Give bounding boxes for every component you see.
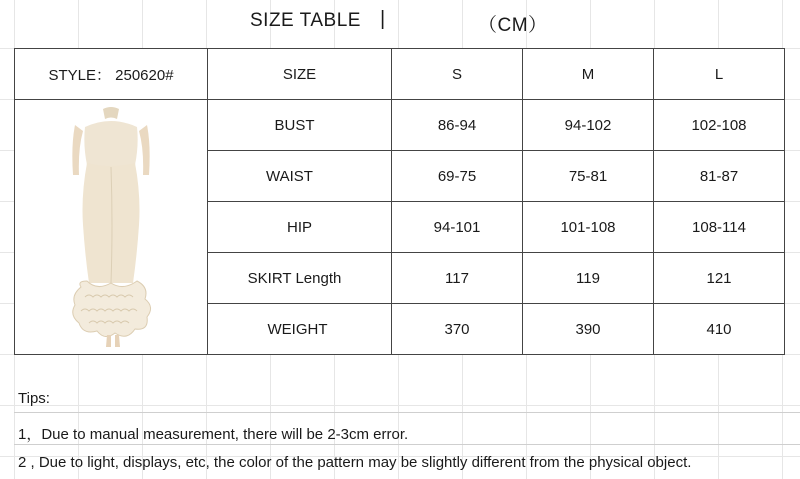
title-unit: （CM） bbox=[478, 15, 548, 36]
divider bbox=[14, 412, 800, 413]
table-cell: 81-87 bbox=[654, 151, 785, 202]
table-cell: 108-114 bbox=[654, 202, 785, 253]
tips-heading: Tips: bbox=[18, 390, 50, 407]
table-cell: 121 bbox=[654, 253, 785, 304]
row-label-bust: BUST bbox=[208, 100, 392, 151]
product-photo bbox=[15, 100, 208, 355]
table-cell: 86-94 bbox=[392, 100, 523, 151]
size-table bbox=[14, 48, 785, 355]
row-label-waist: WAIST bbox=[208, 151, 392, 202]
table-cell: 410 bbox=[654, 304, 785, 355]
table-cell: 101-108 bbox=[523, 202, 654, 253]
header-l: L bbox=[654, 49, 785, 100]
table-cell: 390 bbox=[523, 304, 654, 355]
title-text: SIZE TABLE bbox=[250, 10, 361, 31]
tip-item: 1，Due to manual measurement, there will be 2-3cm error. bbox=[18, 426, 409, 443]
row-label-hip: HIP bbox=[208, 202, 392, 253]
table-cell: 94-102 bbox=[523, 100, 654, 151]
header-row bbox=[15, 49, 785, 100]
title-separator: | bbox=[380, 8, 386, 30]
table-cell: 117 bbox=[392, 253, 523, 304]
row-label-weight: WEIGHT bbox=[208, 304, 392, 355]
table-cell: 69-75 bbox=[392, 151, 523, 202]
tip-item: 2 , Due to light, displays, etc, the color of the pattern may be slightly different from the physical object. bbox=[18, 454, 692, 471]
size-table-title bbox=[0, 8, 800, 34]
divider bbox=[14, 444, 800, 445]
style-number: STYLE： 250620# bbox=[15, 49, 208, 100]
table-cell: 102-108 bbox=[654, 100, 785, 151]
table-cell: 75-81 bbox=[523, 151, 654, 202]
header-m: M bbox=[523, 49, 654, 100]
header-size: SIZE bbox=[208, 49, 392, 100]
dress-illustration bbox=[51, 105, 171, 349]
table-cell: 370 bbox=[392, 304, 523, 355]
table-cell: 119 bbox=[523, 253, 654, 304]
header-s: S bbox=[392, 49, 523, 100]
table-cell: 94-101 bbox=[392, 202, 523, 253]
table-row bbox=[15, 100, 785, 151]
row-label-skirt-length: SKIRT Length bbox=[208, 253, 392, 304]
